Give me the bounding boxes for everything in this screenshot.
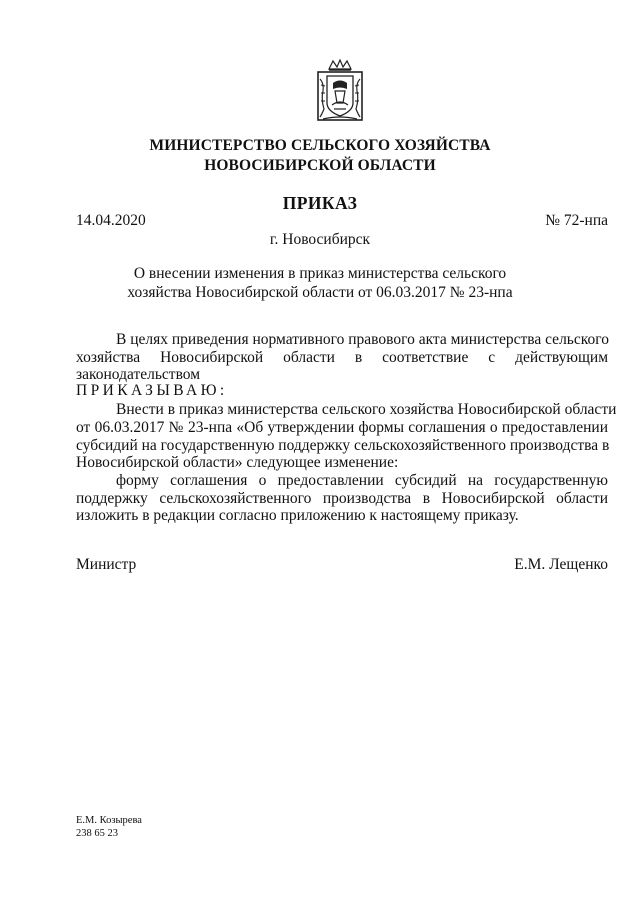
coat-of-arms-icon: [315, 59, 365, 123]
preamble-line: законодательством: [76, 366, 201, 383]
ministry-name-line1: МИНИСТЕРСТВО СЕЛЬСКОГО ХОЗЯЙСТВА: [149, 137, 491, 154]
executor-phone: 238 65 23: [76, 828, 118, 839]
document-number: № 72-нпа: [545, 212, 608, 229]
document-date: 14.04.2020: [76, 212, 146, 229]
paragraph-line: от 06.03.2017 № 23-нпа «Об утверждении формы соглашения о предоставлении: [76, 419, 608, 436]
paragraph-line: форму соглашения о предоставлении субсидий на государственную: [116, 472, 608, 489]
paragraph-line: поддержку сельскохозяйственного производства в Новосибирской области: [76, 490, 608, 507]
ministry-name-line2: НОВОСИБИРСКОЙ ОБЛАСТИ: [204, 157, 436, 174]
paragraph-line: субсидий на государственную поддержку сельскохозяйственного производства в: [76, 437, 610, 454]
paragraph-line: изложить в редакции согласно приложению к настоящему приказу.: [76, 507, 519, 524]
signer-role: Министр: [76, 556, 137, 573]
order-word: ПРИКАЗЫВАЮ:: [76, 382, 228, 399]
paragraph-line: Внести в приказ министерства сельского хозяйства Новосибирской области: [116, 401, 617, 418]
subject-line: О внесении изменения в приказ министерства сельского: [133, 265, 507, 282]
signer-name: Е.М. Лещенко: [514, 556, 608, 573]
preamble-line: хозяйства Новосибирской области в соответствие с действующим: [76, 349, 608, 366]
document-city: г. Новосибирск: [269, 231, 371, 248]
subject-line: хозяйства Новосибирской области от 06.03.2017 № 23-нпа: [127, 284, 513, 301]
paragraph-line: Новосибирской области» следующее изменение:: [76, 454, 399, 471]
preamble-line: В целях приведения нормативного правового акта министерства сельского: [116, 331, 609, 348]
executor-name: Е.М. Козырева: [76, 815, 142, 826]
document-type: ПРИКАЗ: [282, 193, 358, 213]
